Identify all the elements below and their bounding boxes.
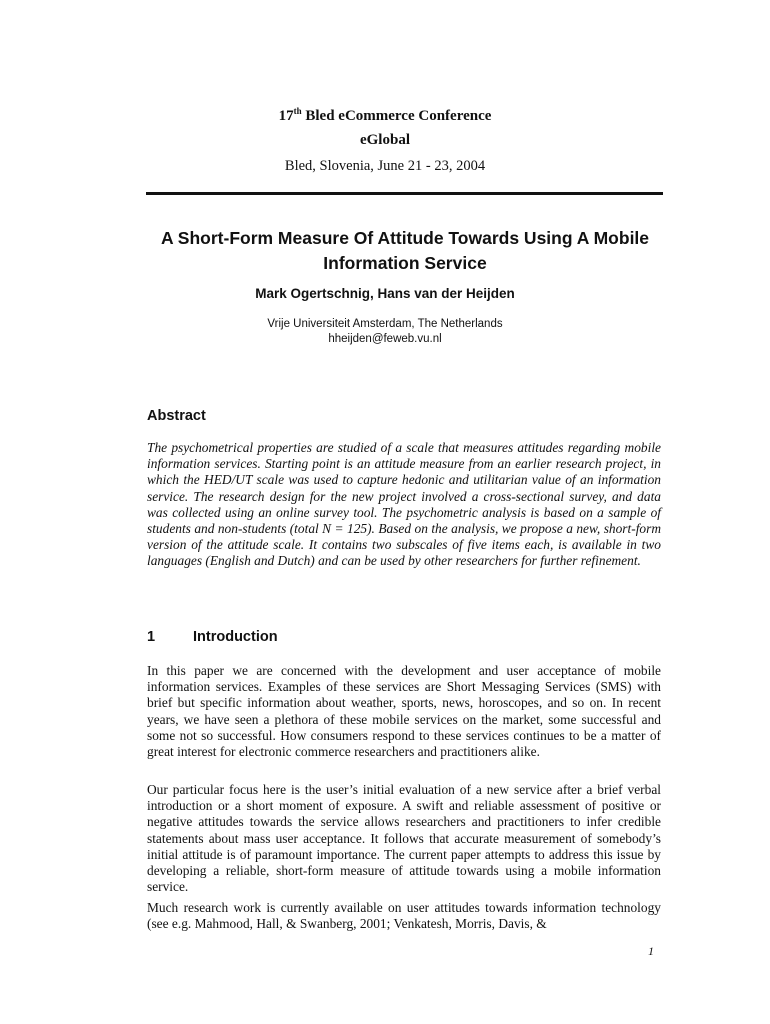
- page-number: 1: [648, 944, 654, 958]
- conference-ordinal-suffix: th: [293, 106, 302, 116]
- conference-theme: eGlobal: [359, 132, 410, 148]
- introduction-paragraph: Our particular focus here is the user’s initial evaluation of a new service after a brief verbal introduction or a short moment of exposure. A swift and reliable assessment of positive or negative attitudes towards the service allows researchers and practitioners to infer credible statements about mass user acceptance. It follows that accurate measurement of somebody’s initial attitude is of paramount importance. The current paper attempts to address this issue by developing a reliable, short-form measure of attitude towards using a mobile information service.: [147, 782, 661, 895]
- conference-title: [0, 108, 770, 125]
- section-number: 1: [147, 629, 156, 645]
- abstract-heading: Abstract: [147, 408, 206, 424]
- section-title: Introduction: [193, 629, 278, 645]
- introduction-paragraph: In this paper we are concerned with the development and user acceptance of mobile information services. Examples of these services are Short Messaging Services (SMS) with brief but specific information about weather, sports, news, horoscopes, and so on. In recent years, we have seen a plethora of these mobile services on the market, some successful and some not so successful. How consumers respond to these services continues to be a matter of great interest for electronic commerce researchers and practitioners alike.: [147, 663, 661, 760]
- author-email: hheijden@feweb.vu.nl: [328, 333, 442, 345]
- conference-number: 17: [278, 108, 294, 124]
- paper-authors: Mark Ogertschnig, Hans van der Heijden: [255, 286, 515, 301]
- conference-name: Bled eCommerce Conference: [305, 108, 492, 124]
- conference-location-date: Bled, Slovenia, June 21 - 23, 2004: [284, 158, 486, 174]
- introduction-paragraph: Much research work is currently available on user attitudes towards information technology (see e.g. Mahmood, Hall, & Swanberg, 2001; Venkatesh, Morris, Davis, &: [147, 900, 661, 932]
- paper-title: A Short-Form Measure Of Attitude Towards Using A Mobile Information Service: [160, 228, 650, 273]
- introduction-heading: [147, 629, 278, 645]
- abstract-text: The psychometrical properties are studied of a scale that measures attitudes regarding mobile information services. Starting point is an attitude measure from an earlier research project, in which the HED/UT scale was used to capture hedonic and utilitarian value of an information service. The research design for the new project involved a cross-sectional survey, and data was collected using an online survey tool. The psychometric analysis is based on a sample of students and non-students (total N = 125). Based on the analysis, we propose a new, short-form version of the attitude scale. It contains two subscales of five items each, is available in two languages (English and Dutch) and can be used by other researchers for further refinement.: [147, 440, 661, 569]
- author-affiliation: Vrije Universiteit Amsterdam, The Netherlands: [267, 318, 503, 330]
- header-divider: [146, 192, 663, 195]
